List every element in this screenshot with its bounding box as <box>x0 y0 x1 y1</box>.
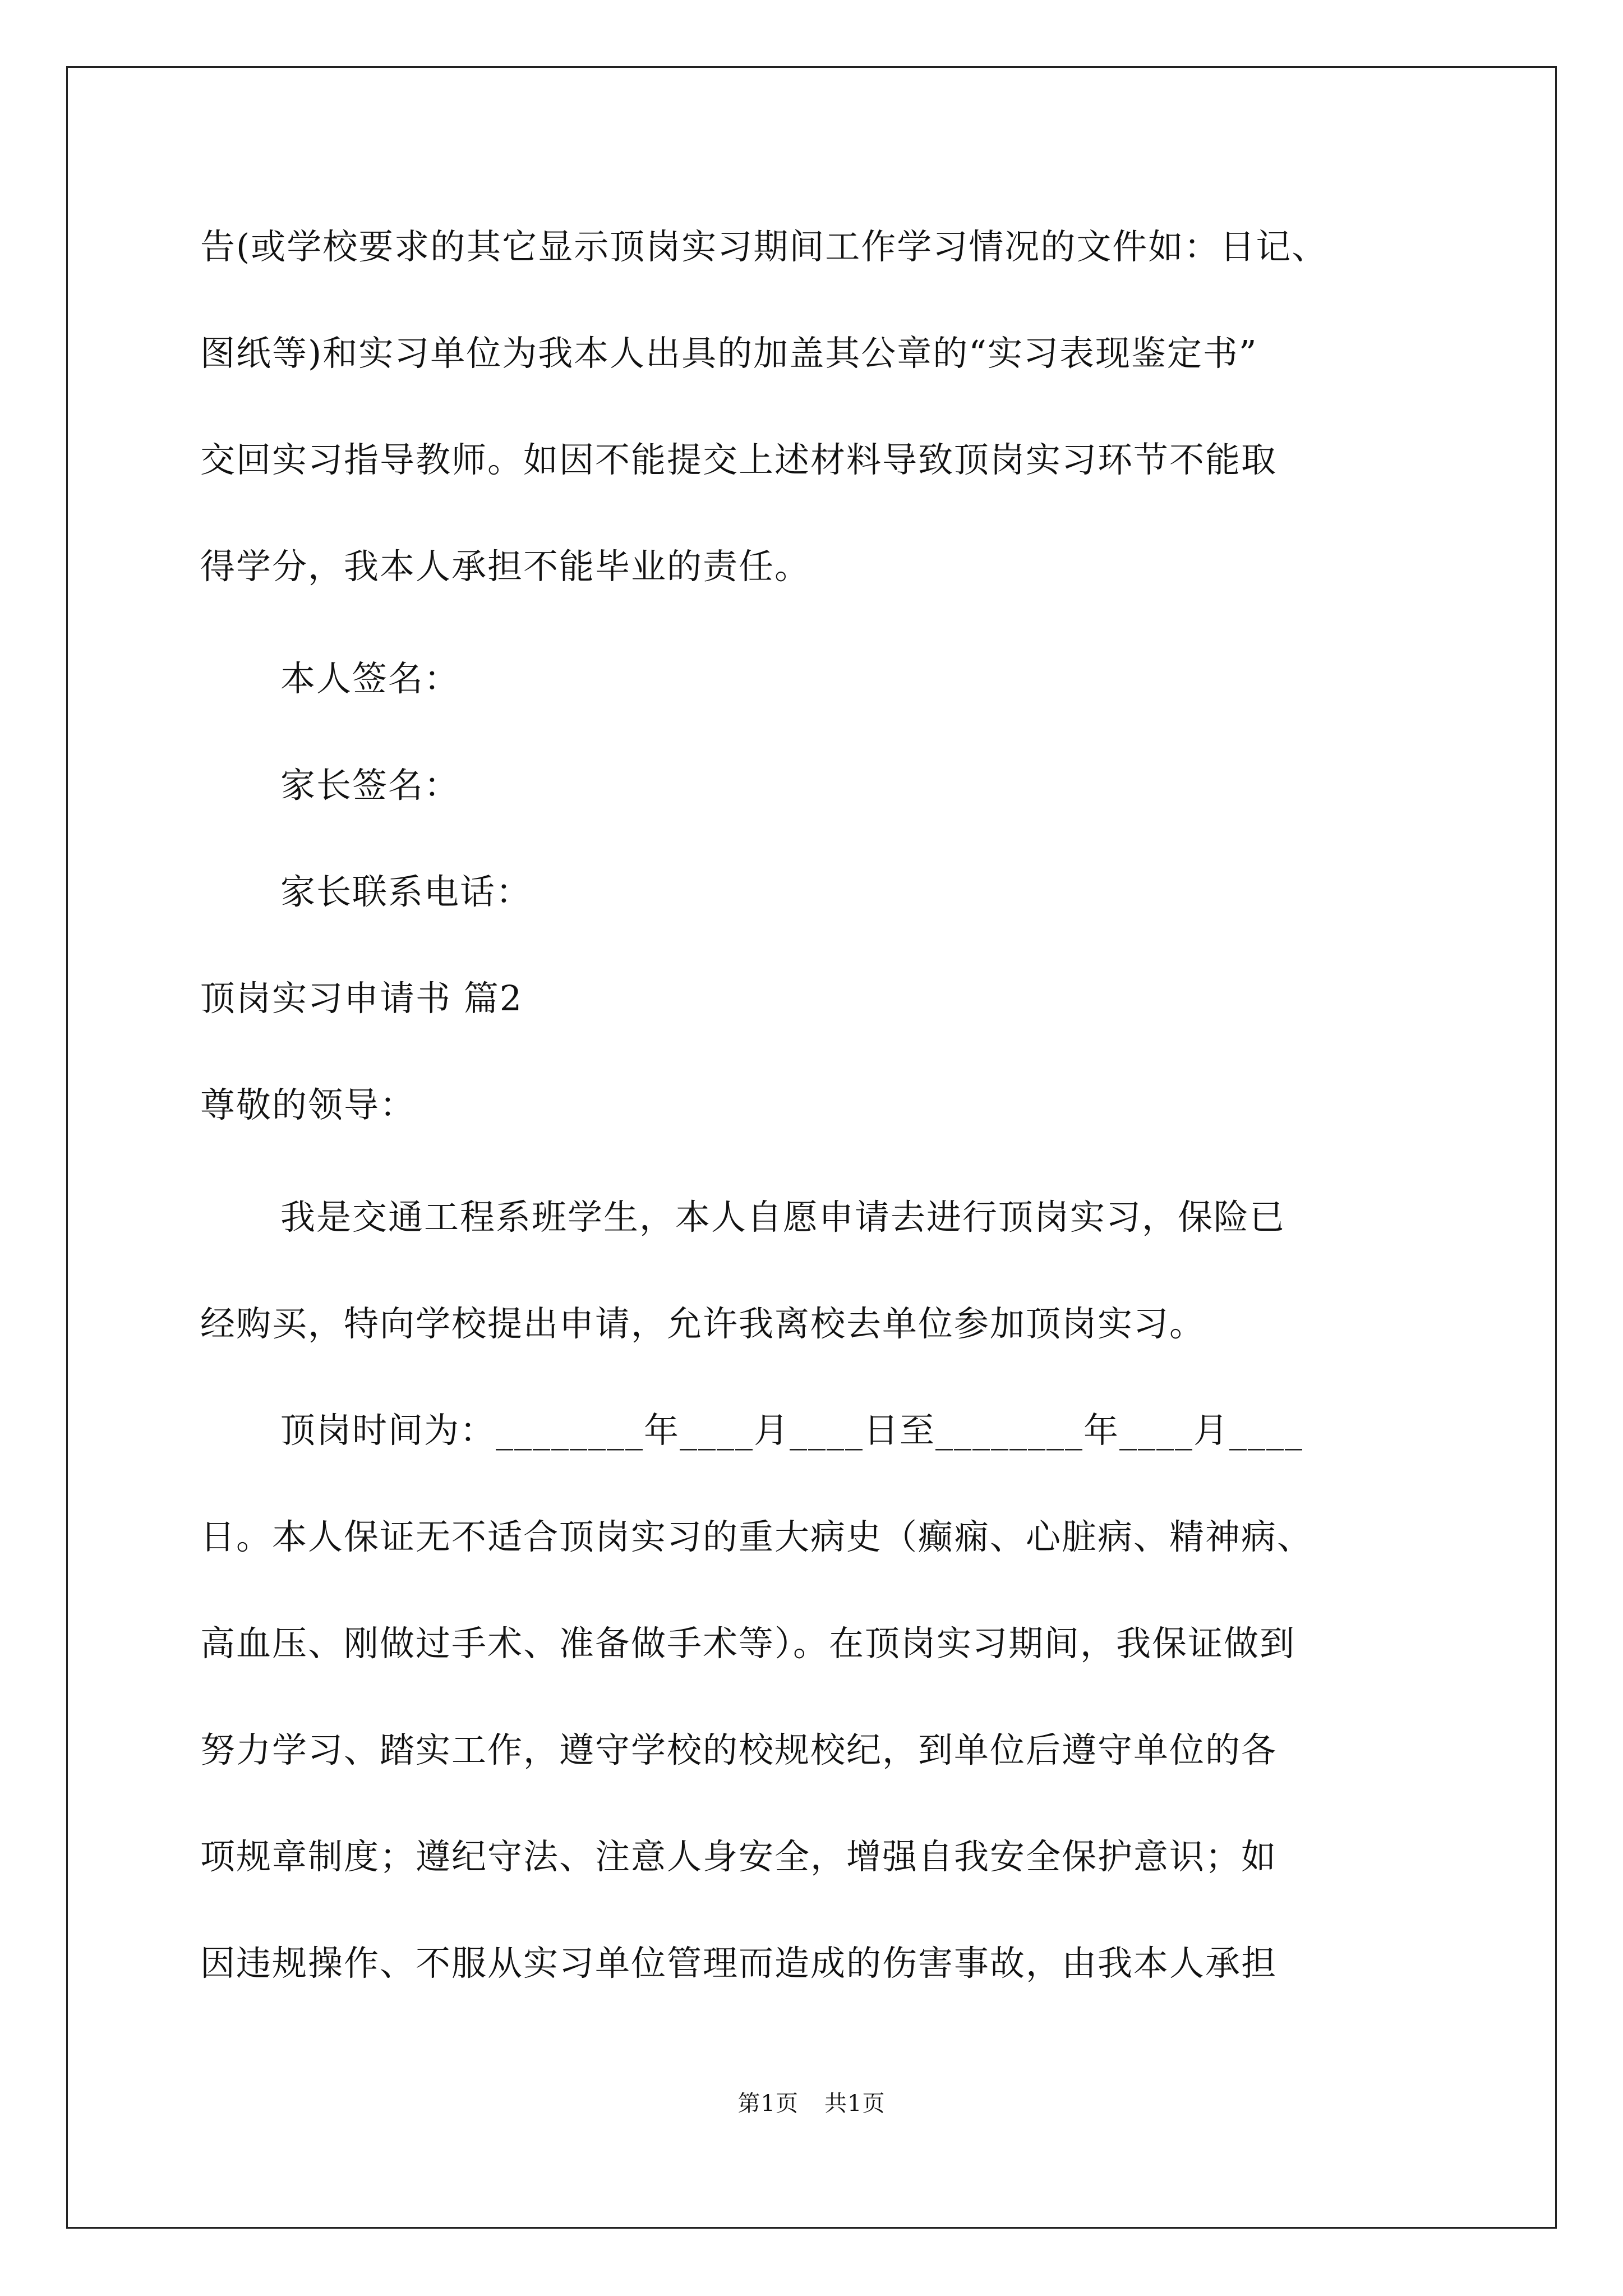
section-heading: 顶岗实习申请书 篇2 <box>200 978 523 1019</box>
body-text-line: 经购买，特向学校提出申请，允许我离校去单位参加顶岗实习。 <box>200 1303 1206 1344</box>
page-number: 第1页 <box>737 2091 799 2116</box>
body-text-line: 日。本人保证无不适合顶岗实习的重大病史（癫痫、心脏病、精神病、 <box>200 1516 1313 1557</box>
page-border <box>66 66 1557 2229</box>
page-footer <box>0 2090 1623 2118</box>
body-text-line: 图纸等)和实习单位为我本人出具的加盖其公章的“实习表现鉴定书” <box>200 333 1258 374</box>
parent-phone-label: 家长联系电话： <box>280 871 532 912</box>
body-text-line: 得学分，我本人承担不能毕业的责任。 <box>200 546 811 587</box>
parent-signature-label: 家长签名： <box>280 765 460 806</box>
body-text-line: 因违规操作、不服从实习单位管理而造成的伤害事故，由我本人承担 <box>200 1943 1278 1984</box>
body-text-line: 交回实习指导教师。如因不能提交上述材料导致顶岗实习环节不能取 <box>200 439 1278 480</box>
salutation: 尊敬的领导： <box>200 1084 416 1125</box>
internship-period-line: 顶岗时间为：________年____月____日至________年____月____ <box>280 1410 1304 1451</box>
body-text-line: 项规章制度；遵纪守法、注意人身安全，增强自我安全保护意识；如 <box>200 1836 1278 1877</box>
body-text-line: 高血压、刚做过手术、准备做手术等）。在顶岗实习期间，我保证做到 <box>200 1623 1296 1664</box>
body-text-line: 我是交通工程系班学生，本人自愿申请去进行顶岗实习，保险已 <box>280 1197 1286 1237</box>
page-total: 共1页 <box>824 2091 886 2116</box>
body-text-line: 努力学习、踏实工作，遵守学校的校规校纪，到单位后遵守单位的各 <box>200 1729 1278 1770</box>
self-signature-label: 本人签名： <box>280 658 460 699</box>
body-text-line: 告(或学校要求的其它显示顶岗实习期间工作学习情况的文件如：日记、 <box>200 226 1328 267</box>
